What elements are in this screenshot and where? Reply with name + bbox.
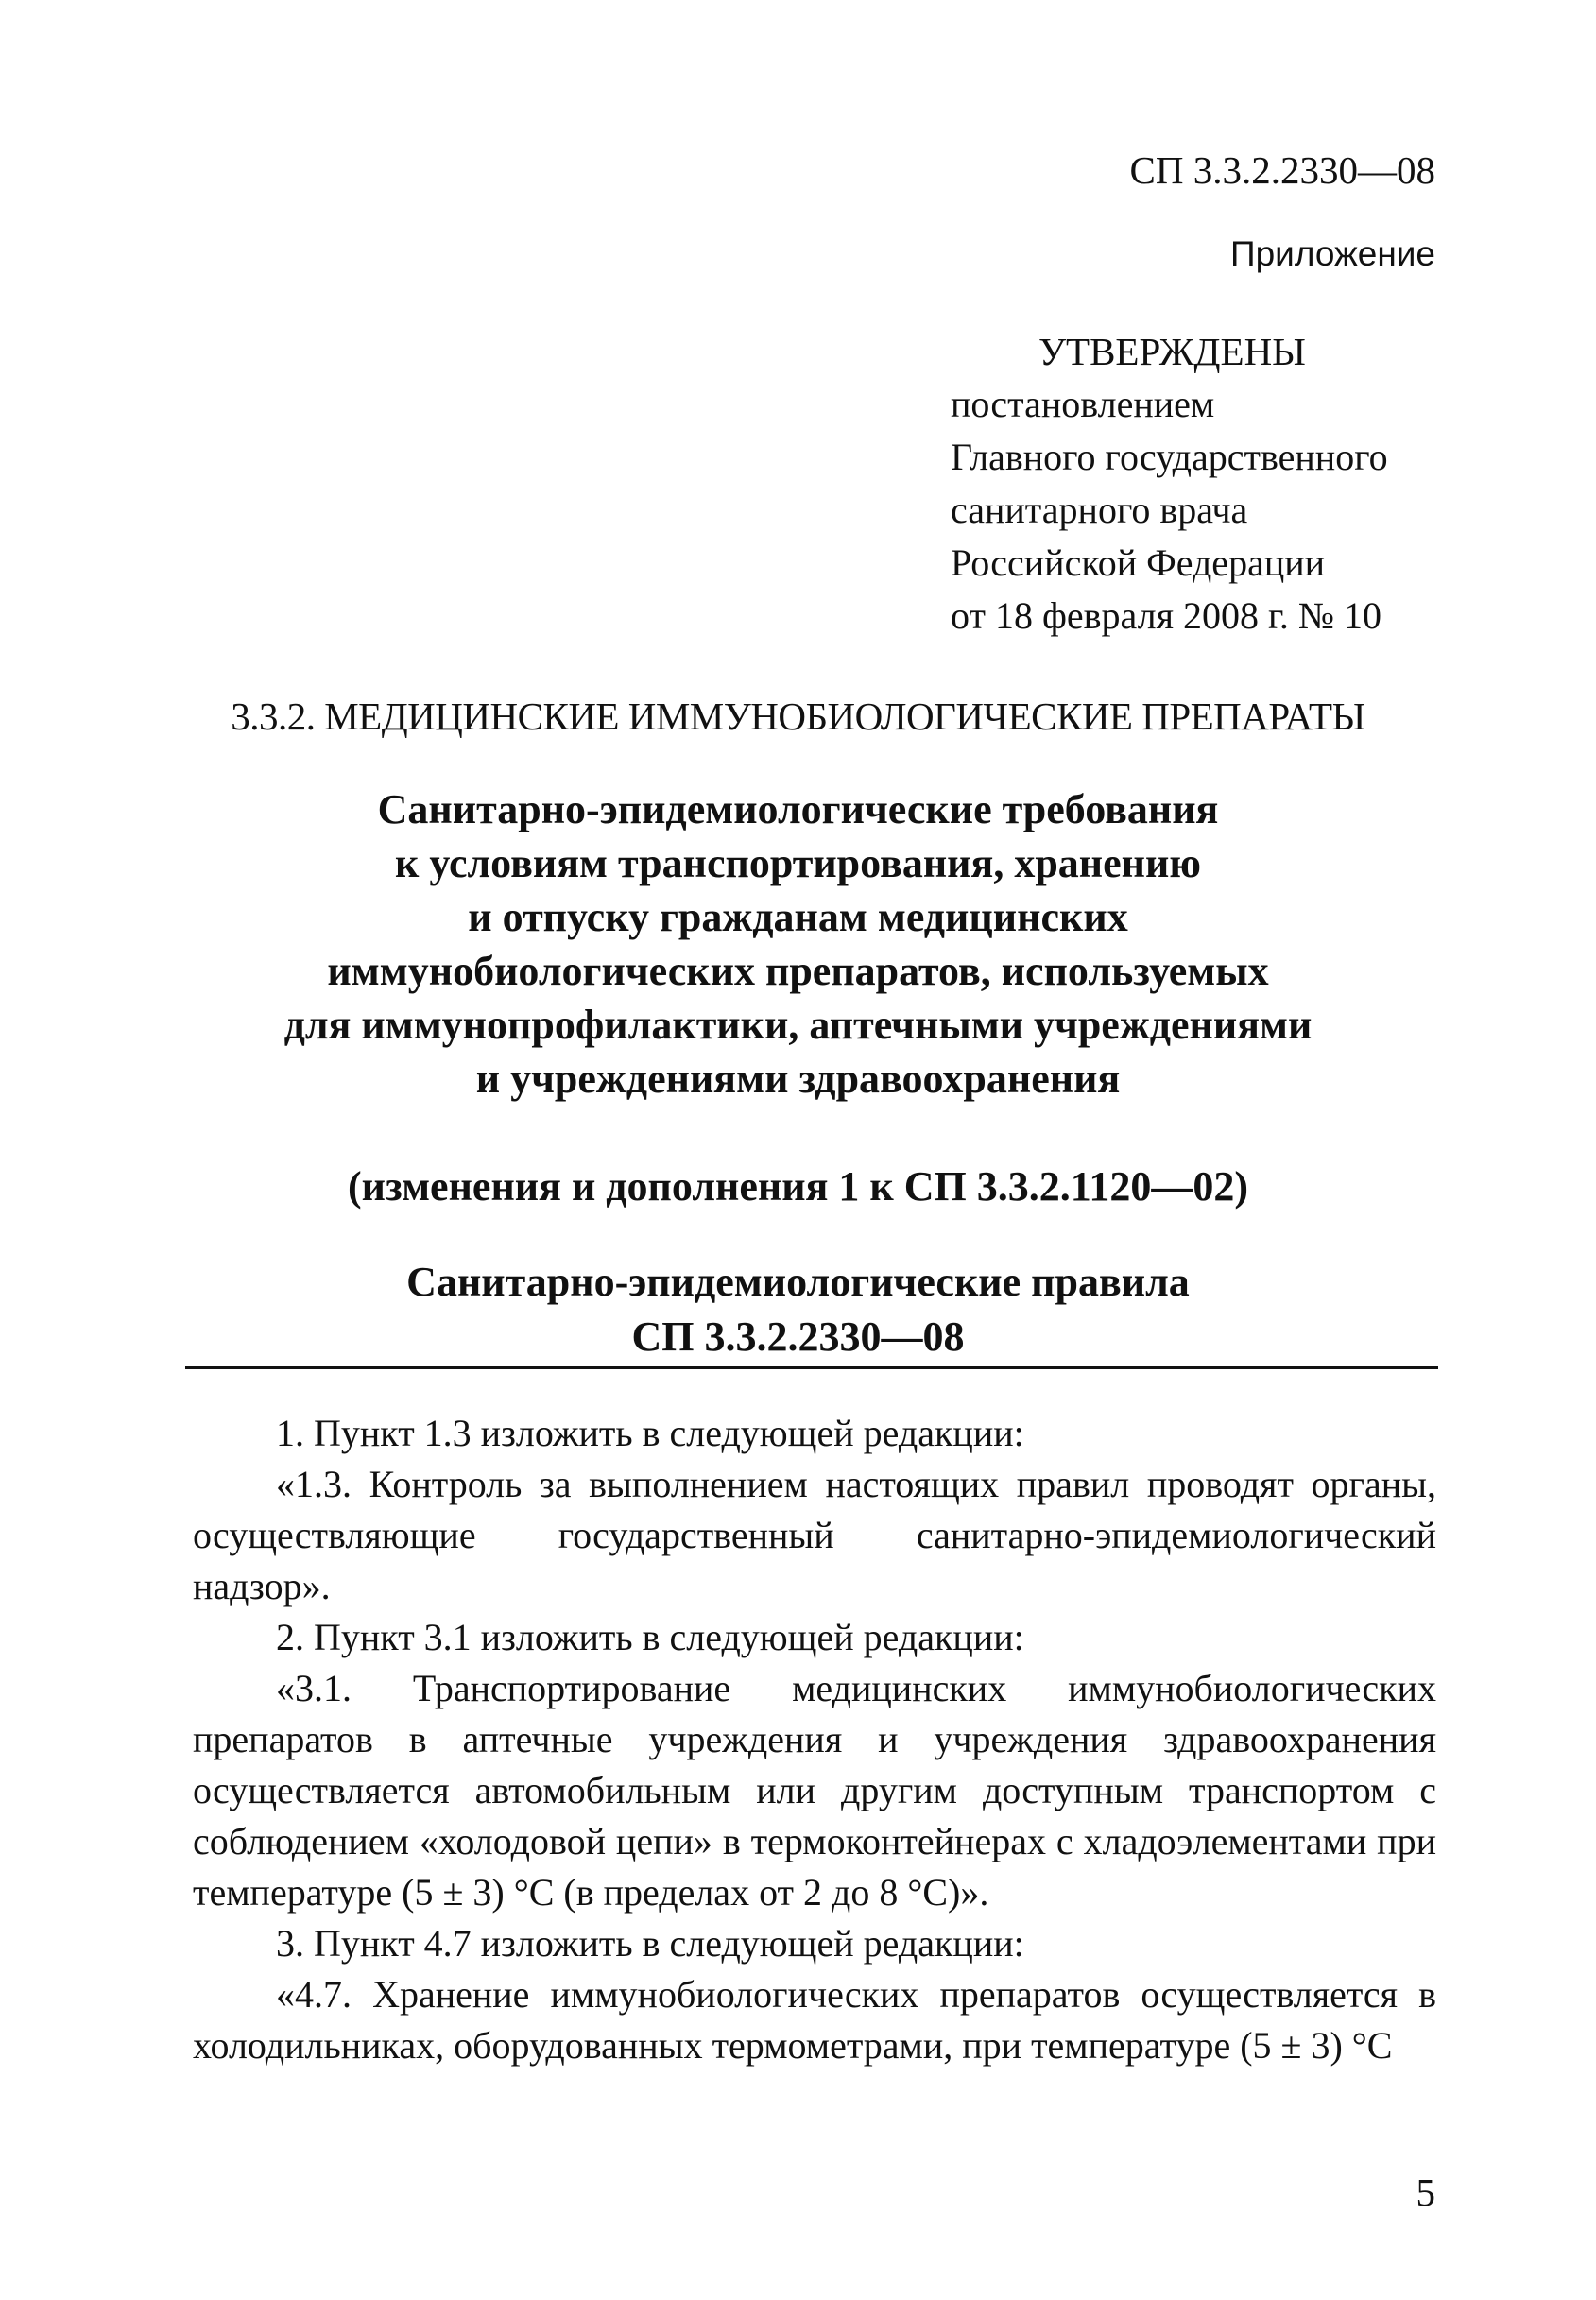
title-line: Санитарно-эпидемиологические требования <box>377 786 1219 832</box>
rules-heading-line: СП 3.3.2.2330—08 <box>631 1313 965 1360</box>
page-number: 5 <box>1416 2171 1435 2214</box>
rules-heading-line: Санитарно-эпидемиологические правила <box>406 1259 1190 1305</box>
approval-line: постановлением <box>951 383 1215 425</box>
body-text <box>193 1408 1436 2071</box>
title-line: к условиям транспортирования, хранению <box>394 840 1202 886</box>
approval-line: Российской Федерации <box>951 541 1326 584</box>
paragraph: 1. Пункт 1.3 изложить в следующей редакции: <box>276 1412 1024 1454</box>
document-code: СП 3.3.2.2330—08 <box>1129 148 1435 192</box>
approval-line: Главного государственного <box>951 436 1388 478</box>
title-line: для иммунопрофилактики, аптечными учреждениями <box>283 1002 1313 1048</box>
horizontal-divider <box>185 1366 1438 1369</box>
section-heading: 3.3.2. МЕДИЦИНСКИЕ ИММУНОБИОЛОГИЧЕСКИЕ ПРЕПАРАТЫ <box>231 695 1365 738</box>
approval-line: от 18 февраля 2008 г. № 10 <box>951 594 1382 637</box>
appendix-label: Приложение <box>1229 234 1435 273</box>
rules-heading <box>0 1255 1596 1365</box>
document-title <box>0 782 1596 1106</box>
title-line: и учреждениями здравоохранения <box>475 1056 1121 1102</box>
title-line: и отпуску гражданам медицинских <box>468 894 1128 940</box>
paragraph: «3.1. Транспортирование медицинских иммунобиологических препаратов в аптечные учреждения и учреждения здравоохранения осуществляется автомобильным или другим доступным транспортом с соблюдением «холодовой цепи» в термоконтейнерах с хладоэлементами при температуре (5 ± 3) °С (в пределах от 2 до 8 °С)». <box>193 1667 1436 1914</box>
approval-line: санитарного врача <box>951 489 1248 531</box>
paragraph: 3. Пункт 4.7 изложить в следующей редакции: <box>276 1922 1024 1965</box>
approval-heading: УТВЕРЖДЕНЫ <box>1038 330 1306 373</box>
paragraph: 2. Пункт 3.1 изложить в следующей редакции: <box>276 1616 1024 1658</box>
title-line: иммунобиологических препаратов, используемых <box>327 948 1269 994</box>
paragraph: «1.3. Контроль за выполнением настоящих правил проводят органы, осуществляющие государственный санитарно-эпидемиологический надзор». <box>193 1463 1436 1607</box>
paragraph: «4.7. Хранение иммунобиологических препаратов осуществляется в холодильниках, оборудованных термометрами, при температуре (5 ± 3) °С <box>193 1973 1436 2067</box>
approval-block <box>951 325 1388 643</box>
changes-subtitle: (изменения и дополнения 1 к СП 3.3.2.1120—02) <box>348 1163 1248 1210</box>
